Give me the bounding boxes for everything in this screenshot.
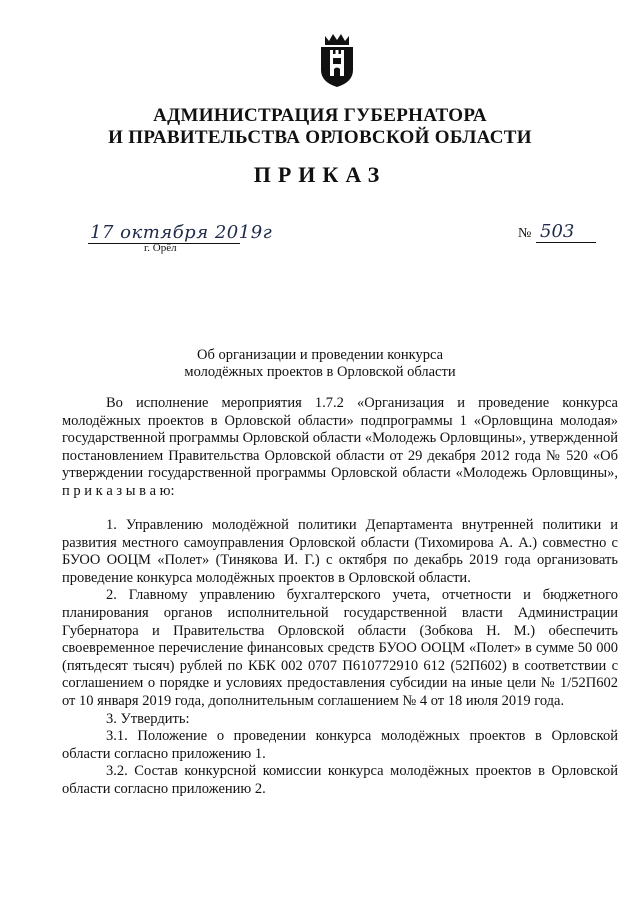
city: г. Орёл <box>144 242 177 254</box>
org-title-line-2: И ПРАВИТЕЛЬСТВА ОРЛОВСКОЙ ОБЛАСТИ <box>108 127 532 148</box>
number-label: № <box>518 226 532 241</box>
order-item-3: 3. Утвердить: <box>106 710 190 727</box>
subject-line-1: Об организации и проведении конкурса <box>196 347 444 363</box>
handwritten-number: 503 <box>540 221 575 242</box>
number-underline <box>536 242 596 243</box>
order-item-3-2: 3.2. Состав конкурсной комиссии конкурса молодёжных проектов в Орловской области согласно приложению 2. <box>62 763 618 797</box>
handwritten-date: 17 октября 2019г <box>90 222 273 243</box>
order-item-2: 2. Главному управлению бухгалтерского учета, отчетности и бюджетного планирования органов исполнительной государственной власти Администрации Губернатора и Правительства Орловской области (Зобкова Н. М.) обеспечить своевременное перечисление финансовых средств БУОО ООЦМ «Полет» в сумме 50 000 (пятьдесят тысяч) рублей по КБК 002 0707 П610772910 612 (52П602) в соответствии с соглашением о порядке и условиях предоставления субсидии на иные цели № 1/52П602 от 10 января 2019 года, дополнительным соглашением № 4 от 18 июля 2019 года. <box>62 587 618 709</box>
order-item-1: 1. Управлению молодёжной политики Департамента внутренней политики и развития местного самоуправления Орловской области (Тихомирова А. А.) совместно с БУОО ООЦМ «Полет» (Тинякова И. Г.) с октября по декабрь 2019 года организовать проведение конкурса молодёжных проектов в Орловской области. <box>62 517 618 586</box>
org-title-line-1: АДМИНИСТРАЦИЯ ГУБЕРНАТОРА <box>153 105 487 126</box>
subject-line-2: молодёжных проектов в Орловской области <box>184 364 456 380</box>
document-type: ПРИКАЗ <box>253 162 387 187</box>
order-item-3-1: 3.1. Положение о проведении конкурса молодёжных проектов в Орловской области согласно приложению 1. <box>62 728 618 762</box>
preamble <box>62 395 618 501</box>
preamble-paragraph: Во исполнение мероприятия 1.7.2 «Организация и проведение конкурса молодёжных проектов в Орловской области» подпрограммы 1 «Орловщина молодая» государственной программы Орловской области «Молодежь Орловщины», утвержденной постановлением Правительства Орловской области от 29 декабря 2012 года № 520 «Об утверждении государственной программы Орловской области «Молодежь Орловщины», п р и к а з ы в а ю: <box>62 395 618 499</box>
order-items <box>62 517 618 799</box>
subject <box>0 347 640 381</box>
coat-of-arms-icon <box>317 32 357 88</box>
